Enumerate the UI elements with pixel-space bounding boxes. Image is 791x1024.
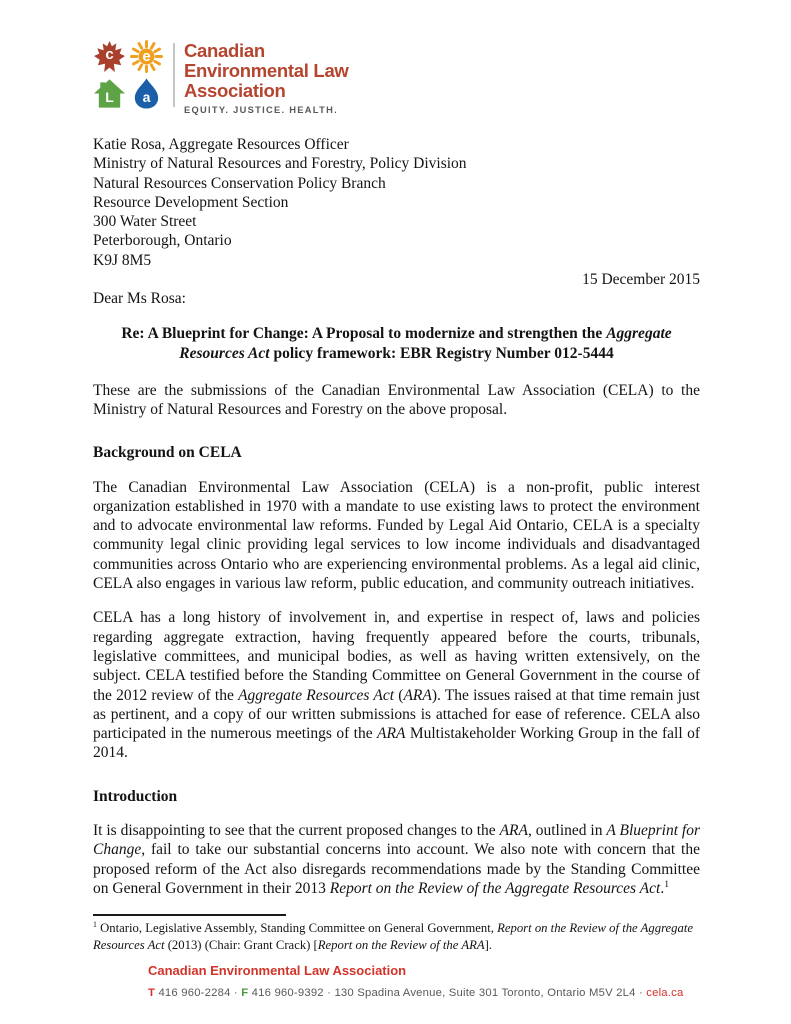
logo-tiles (93, 40, 163, 110)
heading-background: Background on CELA (93, 444, 242, 462)
logo-text (184, 40, 349, 115)
logo-tile-leaf (93, 40, 126, 73)
footnote-separator (93, 914, 286, 916)
org-name-line-2: Environmental Law (184, 60, 349, 81)
paragraph-3: CELA has a long history of involvement in, and expertise in respect of, laws and policies regarding aggregate extraction, having frequently appeared before the courts, tribunals, legislative committees, and municipal bodies, as well as having written extensively, on the subject. CELA testified before the Standing Committee on General Government in the course of the 2012 review of the Aggregate Resources Act (ARA). The issues raised at that time remain just as pertinent, and a copy of our written submissions is attached for ease of reference. CELA also participated in the numerous meetings of the ARA Multistakeholder Working Group in the fall of 2014. (93, 609, 700, 762)
logo-tile-drop (130, 77, 163, 110)
logo-divider (173, 43, 175, 107)
paragraph-4: It is disappointing to see that the current proposed changes to the ARA, outlined in A Blueprint for Change, fail to take our substantial concerns into account. We also note with concern that the proposed reform of the Act also disregards recommendations made by the Standing Committee on General Government in their 2013 Report on the Review of the Aggregate Resources Act.$^1$ (93, 822, 701, 897)
tile-letter-c: c (105, 45, 114, 63)
recipient-line: 300 Water Street (93, 213, 197, 231)
footnote-1: $^1$ Ontario, Legislative Assembly, Standing Committee on General Government, Report on the Review of the Aggregate Resources Act (2013) (Chair: Grant Crack) [Report on the Review of the ARA]. (93, 919, 694, 952)
footer-contact: T 416 960-2284 · F 416 960-9392 · 130 Spadina Avenue, Suite 301 Toronto, Ontario M5V 2L4 · cela.ca (148, 986, 684, 999)
logo-tile-sun (130, 40, 163, 73)
salutation: Dear Ms Rosa: (93, 290, 186, 308)
water-drop-icon (130, 77, 163, 110)
recipient-line: Natural Resources Conservation Policy Branch (93, 174, 386, 192)
cela-logo (93, 40, 791, 115)
paragraph-2: The Canadian Environmental Law Association (CELA) is a non-profit, public interest organization established in 1970 with a mandate to use existing laws to protect the environment and to advocate environmental law reforms. Funded by Legal Aid Ontario, CELA is a specialty community legal clinic providing legal services to low income individuals and disadvantaged communities across Ontario who are experiencing environmental problems. As a legal aid clinic, CELA also engages in various law reform, public education, and community outreach initiatives. (93, 478, 700, 593)
recipient-line: K9J 8M5 (93, 251, 152, 269)
sun-icon (130, 40, 163, 73)
recipient-line: Ministry of Natural Resources and Forestry, Policy Division (93, 155, 467, 173)
recipient-address (93, 135, 700, 270)
recipient-line: Katie Rosa, Aggregate Resources Officer (93, 136, 349, 153)
org-tagline: EQUITY. JUSTICE. HEALTH. (184, 105, 338, 115)
letter-date: 15 December 2015 (582, 271, 700, 289)
tile-letter-e: e (142, 48, 151, 65)
org-name-line-1: Canadian (184, 40, 265, 61)
recipient-line: Resource Development Section (93, 193, 289, 211)
tile-letter-L: L (105, 89, 114, 105)
tile-letter-a: a (142, 88, 151, 105)
recipient-line: Peterborough, Ontario (93, 232, 232, 250)
heading-introduction: Introduction (93, 787, 178, 805)
org-name (184, 41, 349, 101)
footer-org-name: Canadian Environmental Law Association (148, 962, 407, 978)
subject-line: Re: A Blueprint for Change: A Proposal to modernize and strengthen the Aggregate Resources Act policy framework: EBR Registry Number 012-5444 (121, 324, 672, 363)
page-footer (148, 963, 791, 999)
maple-leaf-icon (93, 40, 126, 73)
org-name-line-3: Association (184, 80, 286, 101)
letter-body (0, 135, 791, 953)
house-icon (93, 77, 126, 110)
paragraph-1: These are the submissions of the Canadian Environmental Law Association (CELA) to the Ministry of Natural Resources and Forestry on the above proposal. (93, 381, 700, 418)
logo-tile-house (93, 77, 126, 110)
